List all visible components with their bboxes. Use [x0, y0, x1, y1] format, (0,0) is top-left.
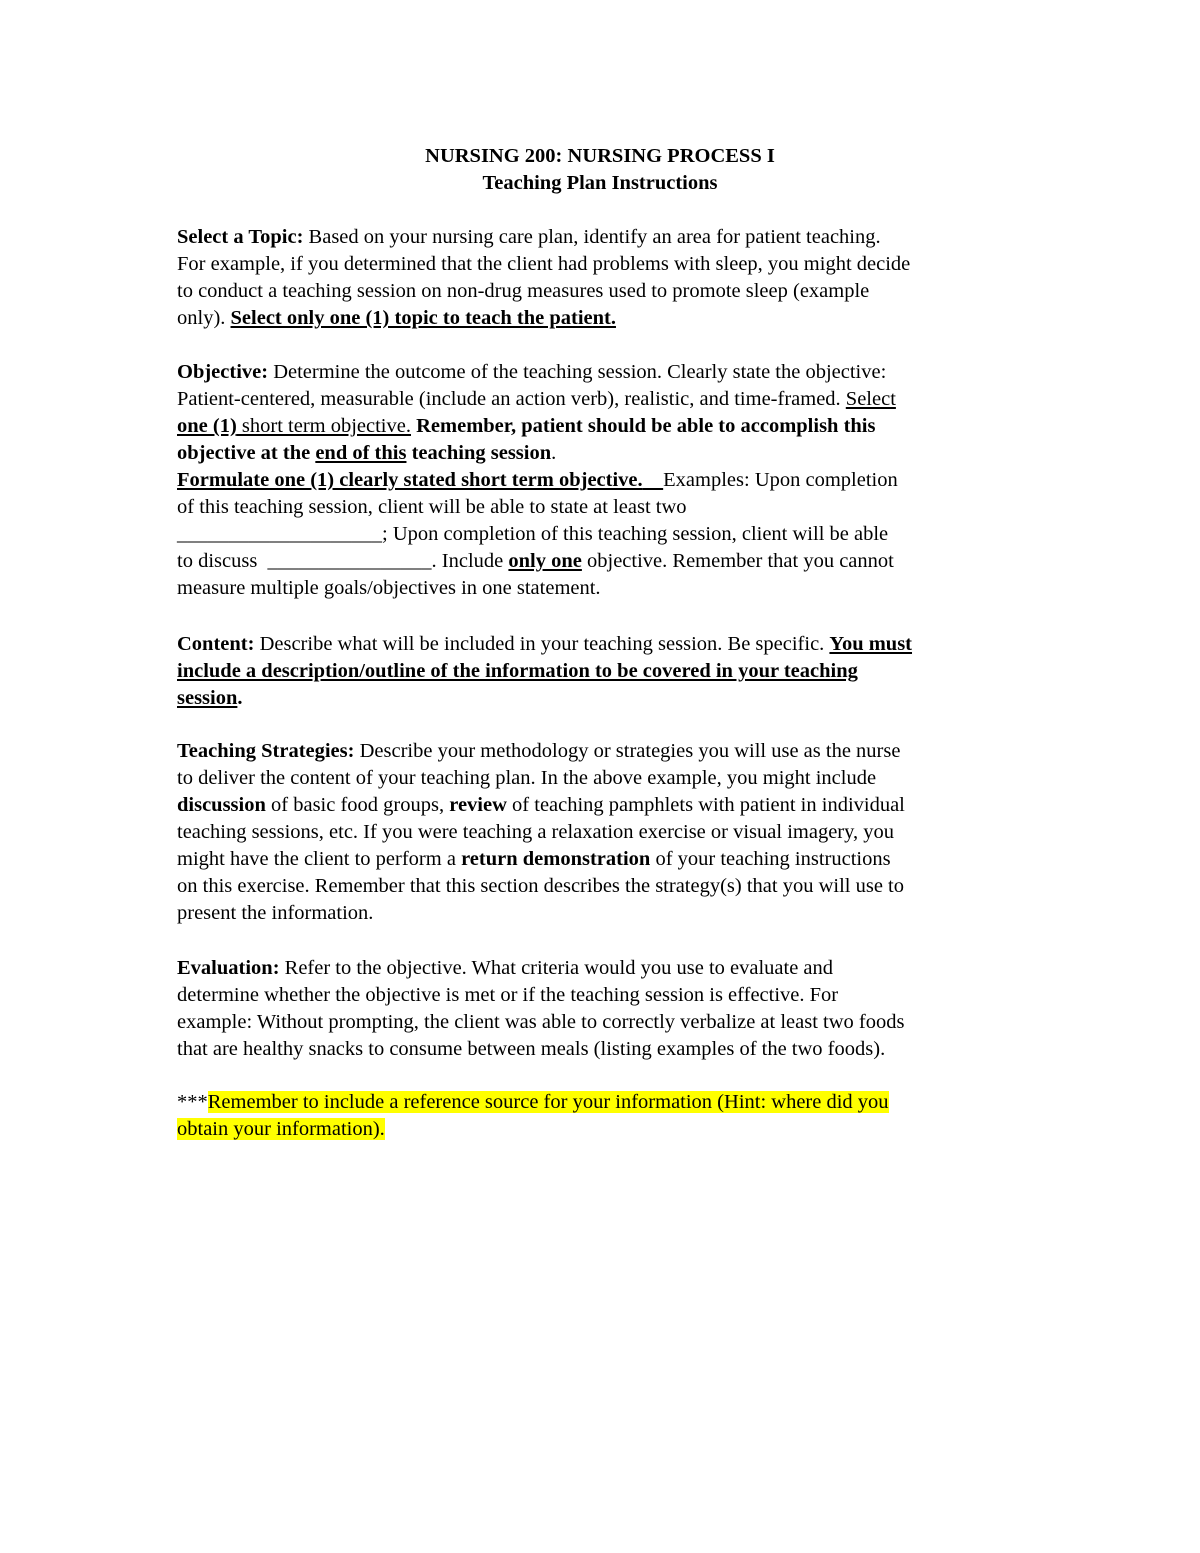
strategies-heading: Teaching Strategies: — [177, 740, 355, 762]
topic-line-3: to conduct a teaching session on non-drug measures used to promote sleep (example — [177, 280, 870, 302]
strategies-line-1: Teaching Strategies: Describe your methodology or strategies you will use as the nurse — [177, 740, 901, 762]
strategies-line-2: to deliver the content of your teaching plan. In the above example, you might include — [177, 767, 877, 789]
strategies-section — [177, 738, 1037, 927]
reminder-stars: *** — [177, 1091, 208, 1113]
topic-line-4: only). Select only one (1) topic to teach the patient. — [177, 307, 616, 329]
evaluation-line-4: that are healthy snacks to consume between meals (listing examples of the two foods). — [177, 1038, 886, 1060]
topic-line-2: For example, if you determined that the client had problems with sleep, you might decide — [177, 253, 911, 275]
objective-line-5: Formulate one (1) clearly stated short term objective. Examples: Upon completion — [177, 469, 898, 491]
objective-line-4: objective at the end of this teaching session. — [177, 442, 557, 464]
document-title: Teaching Plan Instructions — [482, 172, 718, 194]
objective-line-3: one (1) short term objective. Remember, patient should be able to accomplish this — [177, 415, 876, 437]
strategies-line-3: discussion of basic food groups, review of teaching pamphlets with patient in individual — [177, 794, 905, 816]
objective-line-7: ____________________; Upon completion of this teaching session, client will be able — [177, 523, 889, 545]
objective-line-9: measure multiple goals/objectives in one statement. — [177, 577, 601, 599]
evaluation-line-3: example: Without prompting, the client was able to correctly verbalize at least two foods — [177, 1011, 905, 1033]
evaluation-section — [177, 955, 1037, 1063]
objective-section — [177, 359, 1037, 602]
content-line-3: session. — [177, 687, 243, 709]
evaluation-line-1: Evaluation: Refer to the objective. What criteria would you use to evaluate and — [177, 957, 834, 979]
reminder-section — [177, 1089, 1037, 1143]
content-heading: Content: — [177, 633, 255, 655]
reminder-line-2 — [177, 1116, 1037, 1143]
strategies-line-4: teaching sessions, etc. If you were teaching a relaxation exercise or visual imagery, you — [177, 821, 895, 843]
topic-heading: Select a Topic: — [177, 226, 304, 248]
strategies-line-5: might have the client to perform a return demonstration of your teaching instructions — [177, 848, 891, 870]
topic-emphasis: Select only one (1) topic to teach the patient. — [230, 307, 616, 329]
reminder-highlight: obtain your information). — [177, 1118, 385, 1140]
objective-line-8: to discuss ________________. Include only one objective. Remember that you cannot — [177, 550, 894, 572]
course-title: NURSING 200: NURSING PROCESS I — [425, 145, 775, 167]
objective-line-1: Objective: Determine the outcome of the teaching session. Clearly state the objective: — [177, 361, 887, 383]
content-line-1: Content: Describe what will be included in your teaching session. Be specific. You must — [177, 633, 913, 655]
strategies-line-6: on this exercise. Remember that this section describes the strategy(s) that you will use to — [177, 875, 904, 897]
reminder-line-1 — [177, 1089, 1037, 1116]
content-section — [177, 631, 1037, 712]
evaluation-line-2: determine whether the objective is met or if the teaching session is effective. For — [177, 984, 839, 1006]
objective-line-2: Patient-centered, measurable (include an action verb), realistic, and time-framed. Select — [177, 388, 896, 410]
objective-line-6: of this teaching session, client will be able to state at least two — [177, 496, 687, 518]
topic-section — [177, 224, 1037, 332]
reminder-highlight: Remember to include a reference source for your information (Hint: where did you — [207, 1091, 889, 1113]
strategies-line-7: present the information. — [177, 902, 374, 924]
objective-heading: Objective: — [177, 361, 269, 383]
topic-line-1: Select a Topic: Based on your nursing care plan, identify an area for patient teaching. — [177, 226, 881, 248]
evaluation-heading: Evaluation: — [177, 957, 280, 979]
content-line-2: include a description/outline of the information to be covered in your teaching — [177, 660, 858, 682]
